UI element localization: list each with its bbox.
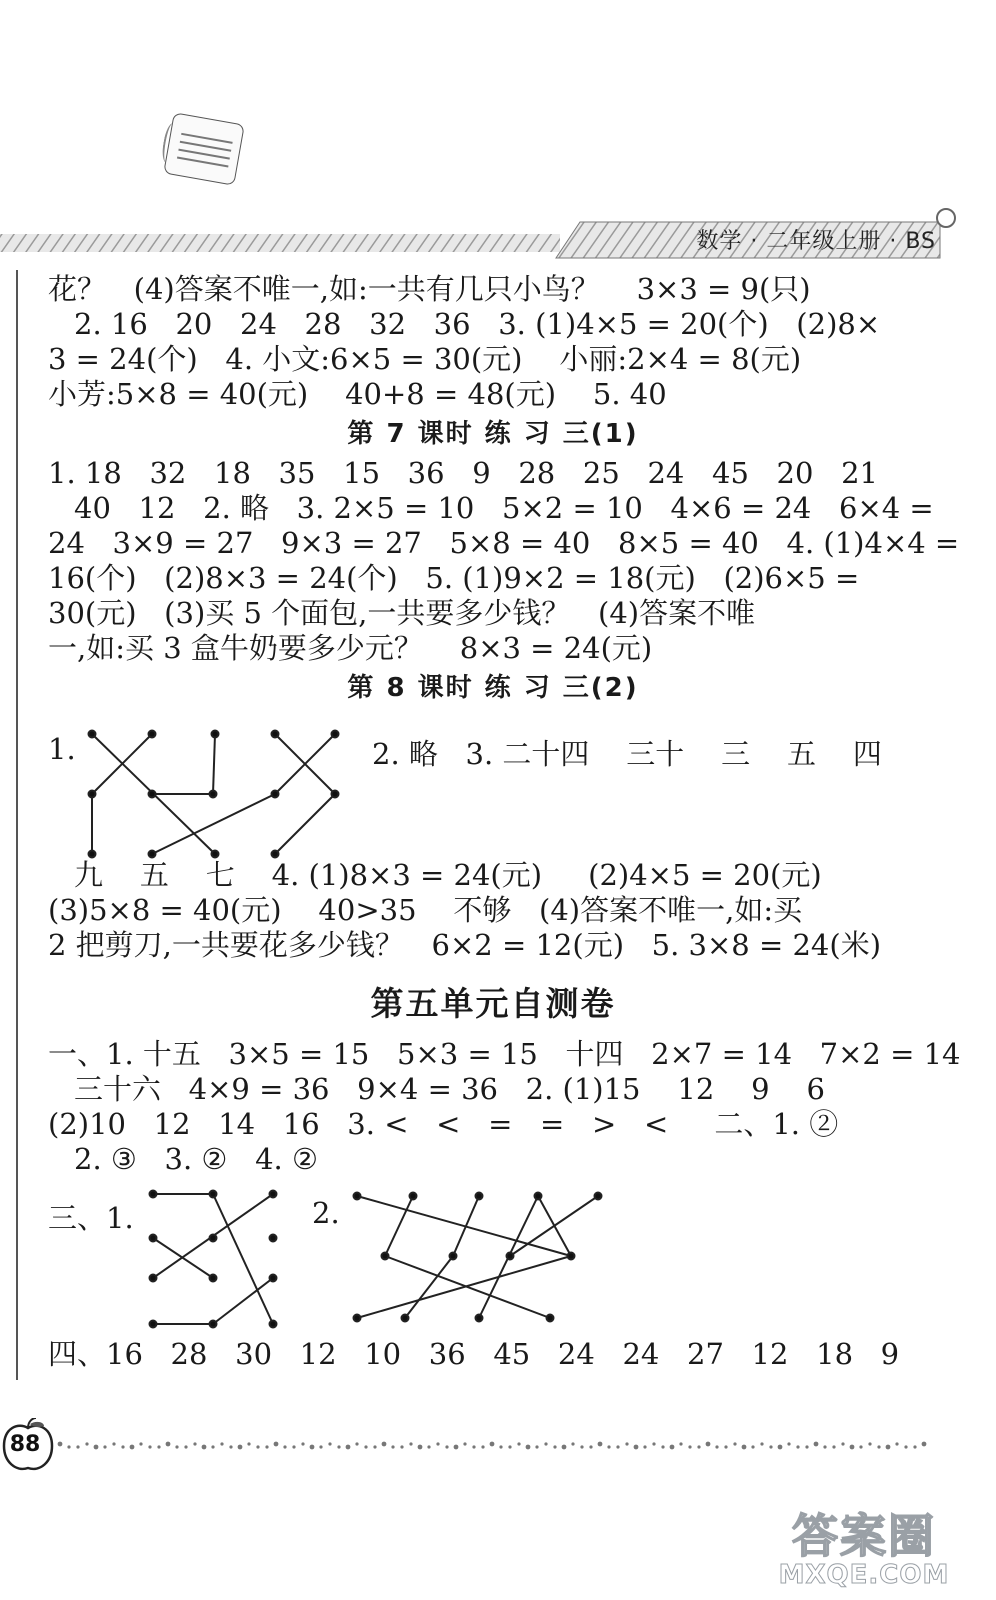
text-line: 花？ (4)答案不唯一,如:一共有几只小鸟？ 3×3 = 9(只) bbox=[48, 272, 811, 306]
text-line: 2 把剪刀,一共要花多少钱？ 6×2 = 12(元) 5. 3×8 = 24(米) bbox=[48, 928, 882, 962]
text-line: 30(元) (3)买 5 个面包,一共要多少钱？ (4)答案不唯 bbox=[48, 596, 756, 630]
question-label: 1. bbox=[48, 732, 76, 766]
answer-content bbox=[48, 858, 961, 1177]
text-line: 40 12 2. 略 3. 2×5 = 10 5×2 = 10 4×6 = 24 6×4 = bbox=[74, 491, 934, 525]
section-title: 第 7 课时 练 习 三(1) bbox=[347, 419, 639, 449]
text-line: 三十六 4×9 = 36 9×4 = 36 2. (1)15 12 9 6 bbox=[74, 1072, 825, 1106]
question-label: 2. bbox=[312, 1196, 340, 1230]
text-line: 2. 16 20 24 28 32 36 3. (1)4×5 = 20(个) (2)8× bbox=[74, 307, 881, 341]
notebook-stamp-icon bbox=[163, 112, 245, 186]
question-label: 三、1. bbox=[48, 1201, 134, 1235]
text-line: 2. ③ 3. ② 4. ② bbox=[74, 1142, 318, 1176]
text-line: 3 = 24(个) 4. 小文:6×5 = 30(元) 小丽:2×4 = 8(元) bbox=[48, 342, 802, 376]
header-circle-icon bbox=[936, 208, 956, 228]
text-line: (3)5×8 = 40(元) 40>35 不够 (4)答案不唯一,如:买 bbox=[48, 893, 803, 927]
margin-rule bbox=[16, 270, 18, 1380]
matching-diagram bbox=[80, 724, 360, 864]
answer-content bbox=[48, 272, 960, 710]
watermark-sub: MXQE.COM bbox=[778, 1560, 950, 1590]
text-line: 一、1. 十五 3×5 = 15 5×3 = 15 十四 2×7 = 14 7×2 = 14 bbox=[48, 1037, 961, 1071]
text-line: 一,如:买 3 盒牛奶要多少元？ 8×3 = 24(元) bbox=[48, 631, 653, 665]
text-line: 四、16 28 30 12 10 36 45 24 24 27 12 18 9 bbox=[48, 1337, 900, 1371]
text-line: 16(个) (2)8×3 = 24(个) 5. (1)9×2 = 18(元) (2)6×5 = bbox=[48, 561, 860, 595]
header-title: 数学 · 二年级上册 · BS bbox=[696, 229, 936, 254]
matching-diagram-2 bbox=[345, 1184, 605, 1334]
unit-test-title: 第五单元自测卷 bbox=[370, 984, 616, 1023]
watermark-main: 答案圈 bbox=[792, 1509, 936, 1563]
text-line: 2. 略 3. 二十四 三十 三 五 四 bbox=[372, 737, 882, 771]
section-title: 第 8 课时 练 习 三(2) bbox=[347, 673, 639, 703]
footer-dotted-divider bbox=[56, 1440, 936, 1452]
text-line: 小芳:5×8 = 40(元) 40+8 = 48(元) 5. 40 bbox=[48, 377, 667, 411]
text-line: 1. 18 32 18 35 15 36 9 28 25 24 45 20 21 bbox=[48, 456, 879, 490]
page-number: 88 bbox=[9, 1432, 41, 1457]
matching-diagram-1 bbox=[145, 1186, 285, 1336]
watermark-logo bbox=[754, 1500, 974, 1596]
text-line: (2)10 12 14 16 3. < < = = > < 二、1. ② bbox=[48, 1107, 839, 1141]
text-line: 九 五 七 4. (1)8×3 = 24(元) (2)4×5 = 20(元) bbox=[74, 858, 822, 892]
text-line: 24 3×9 = 27 9×3 = 27 5×8 = 40 8×5 = 40 4. (1)4×4 = bbox=[48, 526, 960, 560]
